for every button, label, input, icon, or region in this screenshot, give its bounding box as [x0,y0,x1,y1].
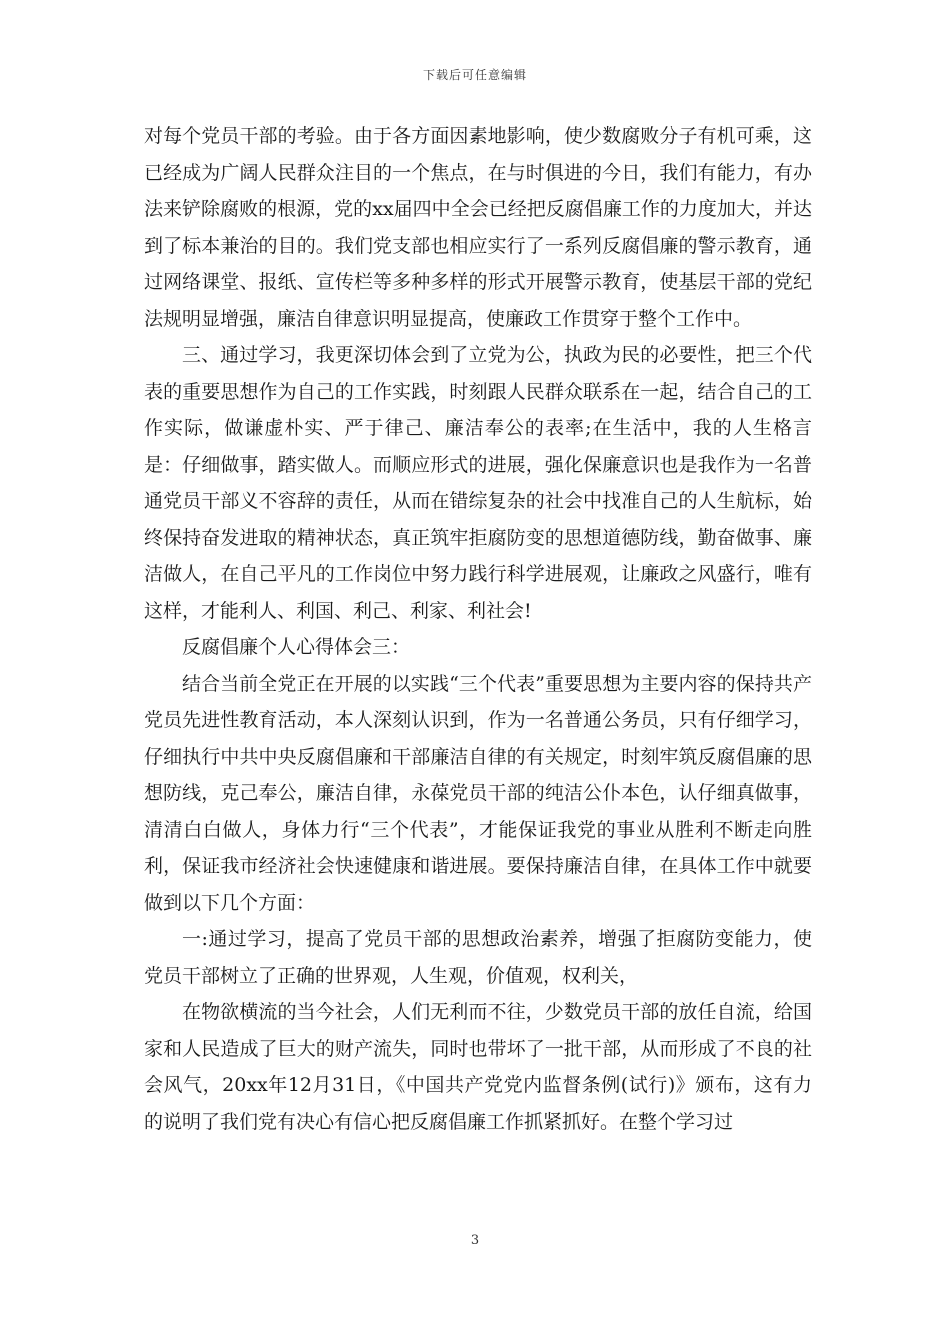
page-number: 3 [470,1233,480,1248]
paragraph-continuation: 对每个党员干部的考验。由于各方面因素地影响，使少数腐败分子有机可乘，这已经成为广阔人民群众注目的一个焦点，在与时俱进的今日，我们有能力，有办法来铲除腐败的根源，党的xx届四中全会已经把反腐倡廉工作的力度加大，并达到了标本兼治的目的。我们党支部也相应实行了一系列反腐倡廉的警示教育，通过网络课堂、报纸、宣传栏等多种多样的形式开展警示教育，使基层干部的党纪法规明显增强，廉洁自律意识明显提高，使廉政工作贯穿于整个工作中。 [144,125,812,330]
paragraph-society: 在物欲横流的当今社会，人们无利而不往，少数党员干部的放任自流，给国家和人民造成了巨大的财产流失，同时也带坏了一批干部，从而形成了不良的社会风气，20xx年12月31日，《中国共产党党内监督条例(试行)》颁布，这有力的说明了我们党有决心有信心把反腐倡廉工作抓紧抓好。在整个学习过 [144,1001,812,1133]
page-header: 下载后可任意编辑 [422,68,527,82]
section-heading: 反腐倡廉个人心得体会三： [182,636,411,658]
paragraph-intro: 结合当前全党正在开展的以实践“三个代表”重要思想为主要内容的保持共产党员先进性教育活动，本人深刻认识到，作为一名普通公务员，只有仔细学习，仔细执行中共中央反腐倡廉和干部廉洁自律的有关规定，时刻牢筑反腐倡廉的思想防线，克己奉公，廉洁自律，永葆党员干部的纯洁公仆本色，认仔细真做事，清清白白做人，身体力行“三个代表”，才能保证我党的事业从胜利不断走向胜利，保证我市经济社会快速健康和谐进展。要保持廉洁自律，在具体工作中就要做到以下几个方面： [144,672,812,914]
paragraph-section-three: 三、通过学习，我更深切体会到了立党为公，执政为民的必要性，把三个代表的重要思想作为自己的工作实践，时刻跟人民群众联系在一起，结合自己的工作实际，做谦虚朴实、严于律己、廉洁奉公的表率;在生活中，我的人生格言是：仔细做事，踏实做人。而顺应形式的进展，强化保廉意识也是我作为一名普通党员干部义不容辞的责任，从而在错综复杂的社会中找准自己的人生航标，始终保持奋发进取的精神状态，真正筑牢拒腐防变的思想道德防线，勤奋做事、廉洁做人，在自己平凡的工作岗位中努力践行科学进展观，让廉政之风盛行，唯有这样，才能利人、利国、利己、利家、利社会! [144,344,812,622]
document-body [144,118,812,1140]
paragraph-point-one: 一:通过学习，提高了党员干部的思想政治素养，增强了拒腐防变能力，使党员干部树立了正确的世界观，人生观，价值观，权利关， [144,928,812,987]
